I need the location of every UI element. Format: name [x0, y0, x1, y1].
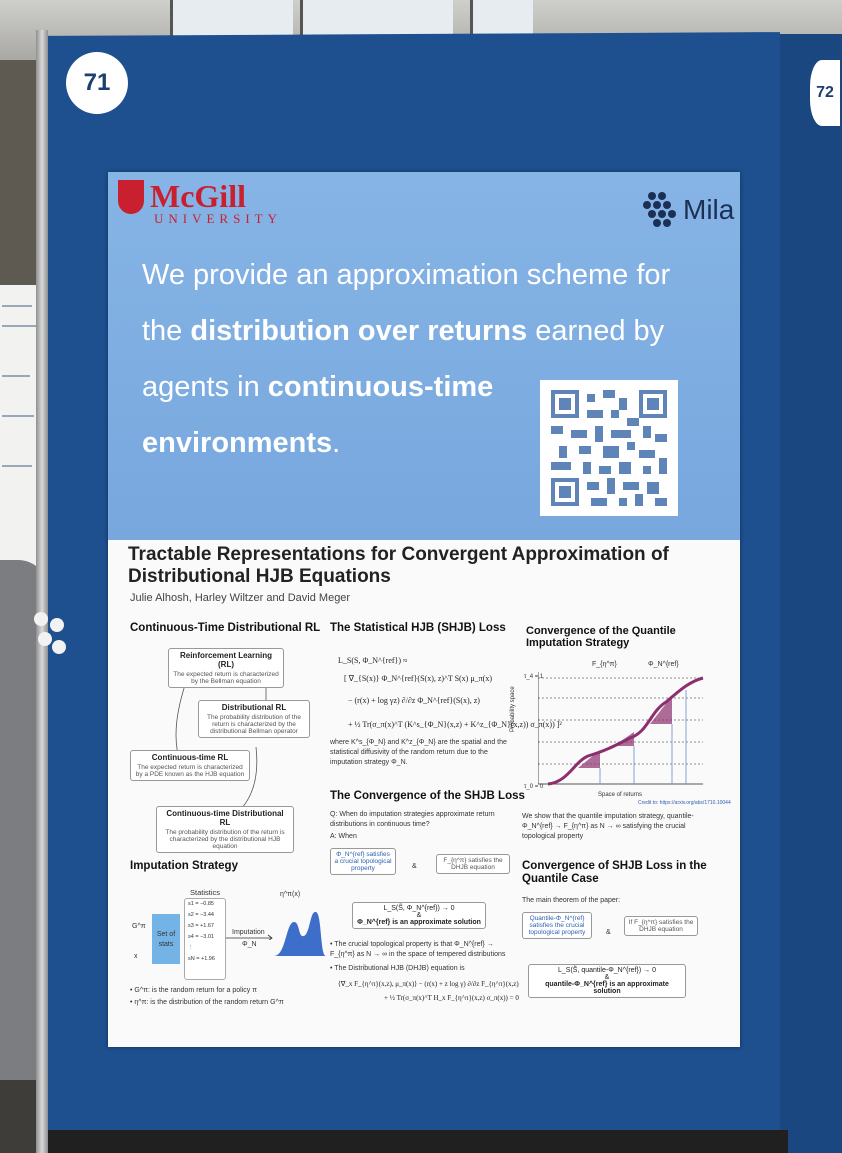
mcgill-logo: McGill	[150, 178, 246, 214]
headline-line: agents in continuous-time	[142, 371, 494, 403]
theorem-text: The main theorem of the paper:	[522, 897, 621, 904]
box-text: The probability distribution of the return is characterized by the distributional Bellman operator	[207, 714, 301, 735]
poster-banner	[108, 172, 740, 540]
stat-item: ⋮	[188, 945, 194, 951]
arrow-icon	[226, 930, 276, 940]
paper-title: Tractable Representations for Convergent Approximation of Distributional HJB Equations	[128, 544, 669, 587]
result-line: L_S(S̃, quantile-Φ_N^{ref}) → 0	[558, 967, 656, 974]
quantile-chart	[538, 672, 708, 790]
mila-logo-icon	[640, 190, 680, 230]
distributional-rl-box	[198, 700, 310, 738]
dhjb-box: F_{η^π} satisfies the DHJB equation	[436, 854, 510, 874]
result-box	[528, 964, 686, 998]
tau-label: τ_4 = 1	[524, 674, 544, 680]
set-of-stats-box	[152, 914, 180, 964]
section-heading: Convergence of SHJB Loss in the Quantile Case	[522, 860, 707, 885]
quantile-property-box: Quantile-Φ_N^{ref} satisfies the crucial topological property	[522, 912, 592, 939]
dhjb-box: If F_{η^π} satisfies the DHJB equation	[624, 916, 698, 936]
bullet: • η^π: is the distribution of the random return G^π	[130, 999, 284, 1006]
statistics-label: Statistics	[190, 888, 221, 897]
phi-label: Φ_N	[242, 941, 257, 948]
credit-link[interactable]: Credit to: https://arxiv.org/abs/1710.10044	[638, 800, 731, 806]
result-line: &	[416, 912, 422, 919]
y-axis-label: Probability space	[510, 686, 516, 732]
stats-list	[184, 898, 226, 980]
board-number-badge: 71	[66, 52, 128, 114]
state-label: x	[134, 953, 138, 960]
set-of-stats-label: Set of stats	[156, 931, 176, 948]
pushpins	[30, 612, 70, 662]
section-heading: The Statistical HJB (SHJB) Loss	[330, 622, 506, 634]
equation-line: + ½ Tr(σ_π(x)^T (K^s_{Φ_N}(x,z) + K^z_{Φ_N}(x,z)) σ_π(x)) ]²	[348, 720, 562, 729]
imputation-label: Imputation	[232, 929, 265, 936]
box-title: Continuous-time Distributional RL	[166, 809, 284, 827]
legend-item: Φ_N^{ref}	[648, 661, 679, 668]
question-text: Q: When do imputation strategies approximate return distributions in continuous time?	[330, 811, 495, 828]
result-line: &	[604, 974, 610, 981]
result-line: L_S(S̃, Φ_N^{ref}) → 0	[383, 905, 455, 912]
headline-line: the distribution over returns earned by	[142, 315, 665, 347]
board-number-badge: 72	[810, 60, 840, 126]
answer-text: A: When	[330, 833, 357, 840]
mcgill-logo-sub: UNIVERSITY	[154, 211, 282, 226]
section-heading: Convergence of the Quantile Imputation Strategy	[526, 625, 676, 649]
return-label: G^π	[132, 923, 146, 930]
bullet: • The crucial topological property is that Φ_N^{ref} → F_{η^π} as N → ∞ in the space of tempered distributions	[330, 941, 506, 958]
rl-box	[168, 648, 284, 688]
mila-logo: Mila	[683, 194, 735, 225]
equation-line: L_S(S, Φ_N^{ref}) ≈	[338, 656, 408, 665]
legend-item: F_{η^π}	[592, 661, 617, 668]
result-line: Φ_N^{ref} is an approximate solution	[357, 919, 481, 926]
topological-property-box: Φ_N^{ref} satisfies a crucial topological property	[330, 848, 396, 875]
bullet: • The Distributional HJB (DHJB) equation is	[330, 965, 465, 972]
equation-line: [ ∇_{S(x)} Φ_N^{ref}(S(x), z)^T S(x) μ_π(x)	[344, 674, 492, 683]
result-box	[352, 902, 486, 929]
box-title: Continuous-time RL	[151, 753, 229, 762]
box-text: The probability distribution of the return is characterized by the distributional HJB equation	[165, 829, 285, 850]
eta-label: η^π(x)	[280, 891, 301, 898]
headline-line: We provide an approximation scheme for	[142, 259, 671, 291]
distribution-curve	[272, 902, 328, 958]
stat-item: s3 = +1.67	[188, 923, 214, 929]
board-base	[48, 1130, 788, 1153]
mcgill-crest-icon	[118, 180, 144, 214]
box-title: Distributional RL	[221, 703, 287, 712]
equation-description: where K^s_{Φ_N} and K^z_{Φ_N} are the spatial and the statistical diffusivity of the random return due to the imputation strategy Φ_N.	[330, 739, 507, 766]
section-heading: Continuous-Time Distributional RL	[130, 622, 321, 634]
tau-label: τ_0 = 0	[524, 784, 544, 790]
equation-line: − (r(x) + log γz) ∂/∂z Φ_N^{ref}(S(x), z)	[348, 696, 480, 705]
research-poster	[108, 172, 740, 1047]
equation-line: ⟨∇_x F_{η^π}(x,z), μ_π(x)⟩ − (r(x) + z log γ) ∂/∂z F_{η^π}(x,z)	[338, 980, 519, 988]
box-text: The expected return is characterized by the Bellman equation	[173, 671, 279, 685]
equation-line: + ½ Tr(σ_π(x)^T H_x F_{η^π}(x,z) σ_π(x)) = 0	[384, 994, 519, 1002]
box-text: The expected return is characterized by a PDE known as the HJB equation	[135, 764, 245, 778]
result-line: quantile-Φ_N^{ref} is an approximate solution	[545, 981, 669, 995]
adjacent-board	[780, 34, 842, 1153]
section-heading: Imputation Strategy	[130, 860, 238, 872]
continuous-time-rl-box	[130, 750, 250, 781]
quantile-text: We show that the quantile imputation strategy, quantile-Φ_N^{ref} → F_{η^π} as N → ∞ satisfying the crucial topological property	[522, 813, 694, 840]
continuous-time-distributional-rl-box	[156, 806, 294, 853]
paper-authors: Julie Alhosh, Harley Wiltzer and David Meger	[130, 592, 351, 604]
qr-code-icon	[550, 390, 668, 506]
stat-item: s4 = −3.01	[188, 934, 214, 940]
bullet: • G^π: is the random return for a policy π	[130, 987, 258, 994]
section-heading: The Convergence of the SHJB Loss	[330, 790, 525, 802]
stat-item: s2 = −3.44	[188, 912, 214, 918]
and-symbol: &	[412, 863, 417, 870]
box-title: Reinforcement Learning (RL)	[179, 651, 272, 669]
stat-item: s1 = −0.85	[188, 901, 214, 907]
and-symbol: &	[606, 929, 611, 936]
x-axis-label: Space of returns	[598, 792, 643, 798]
qr-code[interactable]	[540, 380, 678, 516]
stat-item: sN = +1.96	[188, 956, 215, 962]
metal-pole	[36, 30, 48, 1153]
headline-line: environments.	[142, 427, 341, 459]
neighbor-poster	[0, 285, 40, 575]
